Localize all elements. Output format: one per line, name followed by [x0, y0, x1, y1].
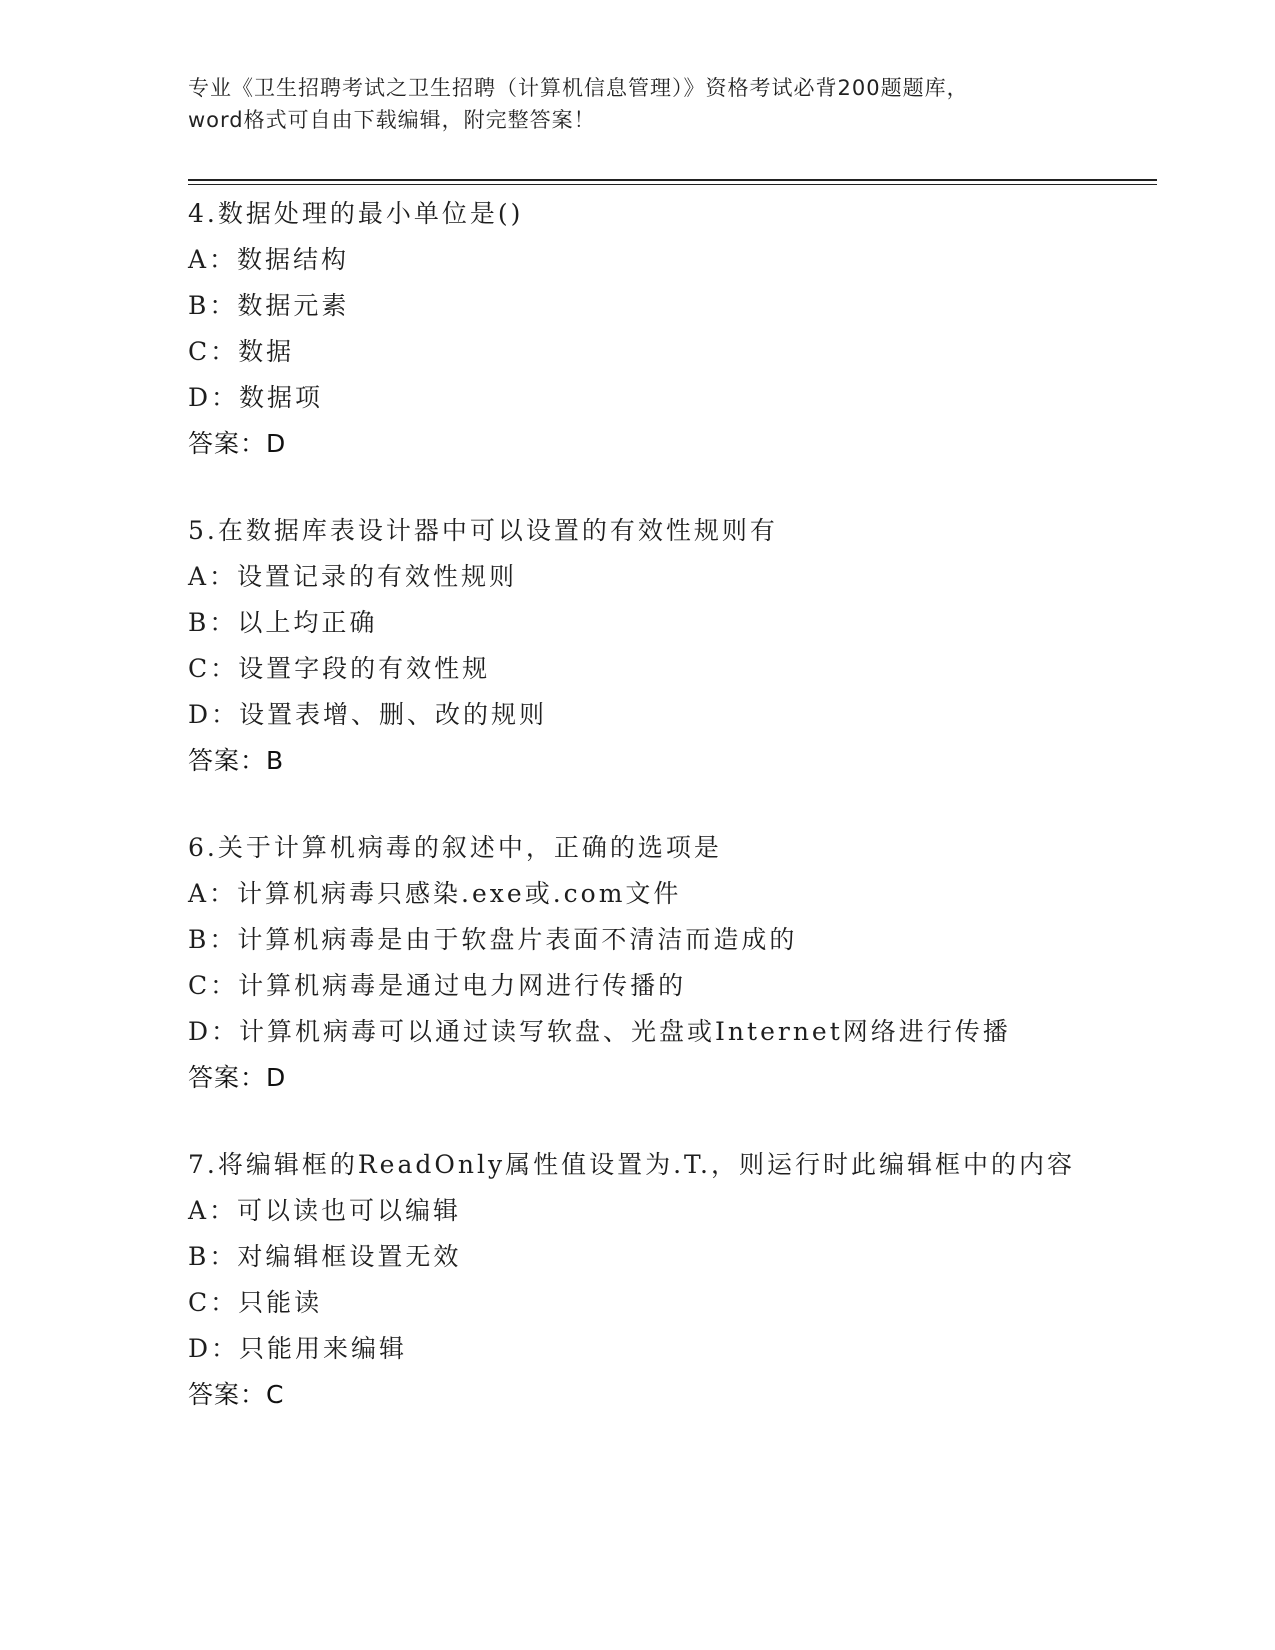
answer: 答案：C [188, 1380, 285, 1409]
option-c: C：只能读 [188, 1288, 323, 1317]
header-divider-thin [188, 184, 1157, 185]
question-text: 4.数据处理的最小单位是() [188, 199, 524, 228]
answer: 答案：D [188, 1063, 287, 1092]
option-d: D：设置表增、删、改的规则 [188, 700, 548, 729]
option-b: B：数据元素 [188, 291, 350, 320]
answer: 答案：D [188, 429, 287, 458]
header-divider-thick [188, 179, 1157, 181]
option-d: D：只能用来编辑 [188, 1334, 408, 1363]
header-line-1: 专业《卫生招聘考试之卫生招聘（计算机信息管理）》资格考试必背200题题库， [188, 76, 969, 100]
option-a: A：数据结构 [188, 245, 350, 274]
option-b: B：计算机病毒是由于软盘片表面不清洁而造成的 [188, 925, 798, 954]
option-b: B：以上均正确 [188, 608, 378, 637]
question-spacer [188, 1101, 1088, 1142]
question-5 [188, 508, 1088, 784]
document-header [188, 72, 1088, 136]
question-4 [188, 191, 1088, 467]
option-a: A：可以读也可以编辑 [188, 1196, 462, 1225]
question-spacer [188, 467, 1088, 508]
question-text: 5.在数据库表设计器中可以设置的有效性规则有 [188, 516, 778, 545]
question-spacer [188, 784, 1088, 825]
option-c: C：设置字段的有效性规 [188, 654, 491, 683]
option-a: A：设置记录的有效性规则 [188, 562, 518, 591]
question-7 [188, 1142, 1088, 1418]
option-b: B：对编辑框设置无效 [188, 1242, 462, 1271]
answer: 答案：B [188, 746, 285, 775]
option-d: D：数据项 [188, 383, 324, 412]
header-line-2: word格式可自由下载编辑，附完整答案！ [188, 108, 596, 132]
question-6 [188, 825, 1088, 1101]
option-d: D：计算机病毒可以通过读写软盘、光盘或Internet网络进行传播 [188, 1017, 1011, 1046]
option-c: C：计算机病毒是通过电力网进行传播的 [188, 971, 687, 1000]
question-list [188, 191, 1088, 1418]
question-text: 6.关于计算机病毒的叙述中，正确的选项是 [188, 833, 722, 862]
option-c: C：数据 [188, 337, 295, 366]
option-a: A：计算机病毒只感染.exe或.com文件 [188, 879, 682, 908]
question-text: 7.将编辑框的ReadOnly属性值设置为.T.，则运行时此编辑框中的内容 [188, 1150, 1075, 1179]
